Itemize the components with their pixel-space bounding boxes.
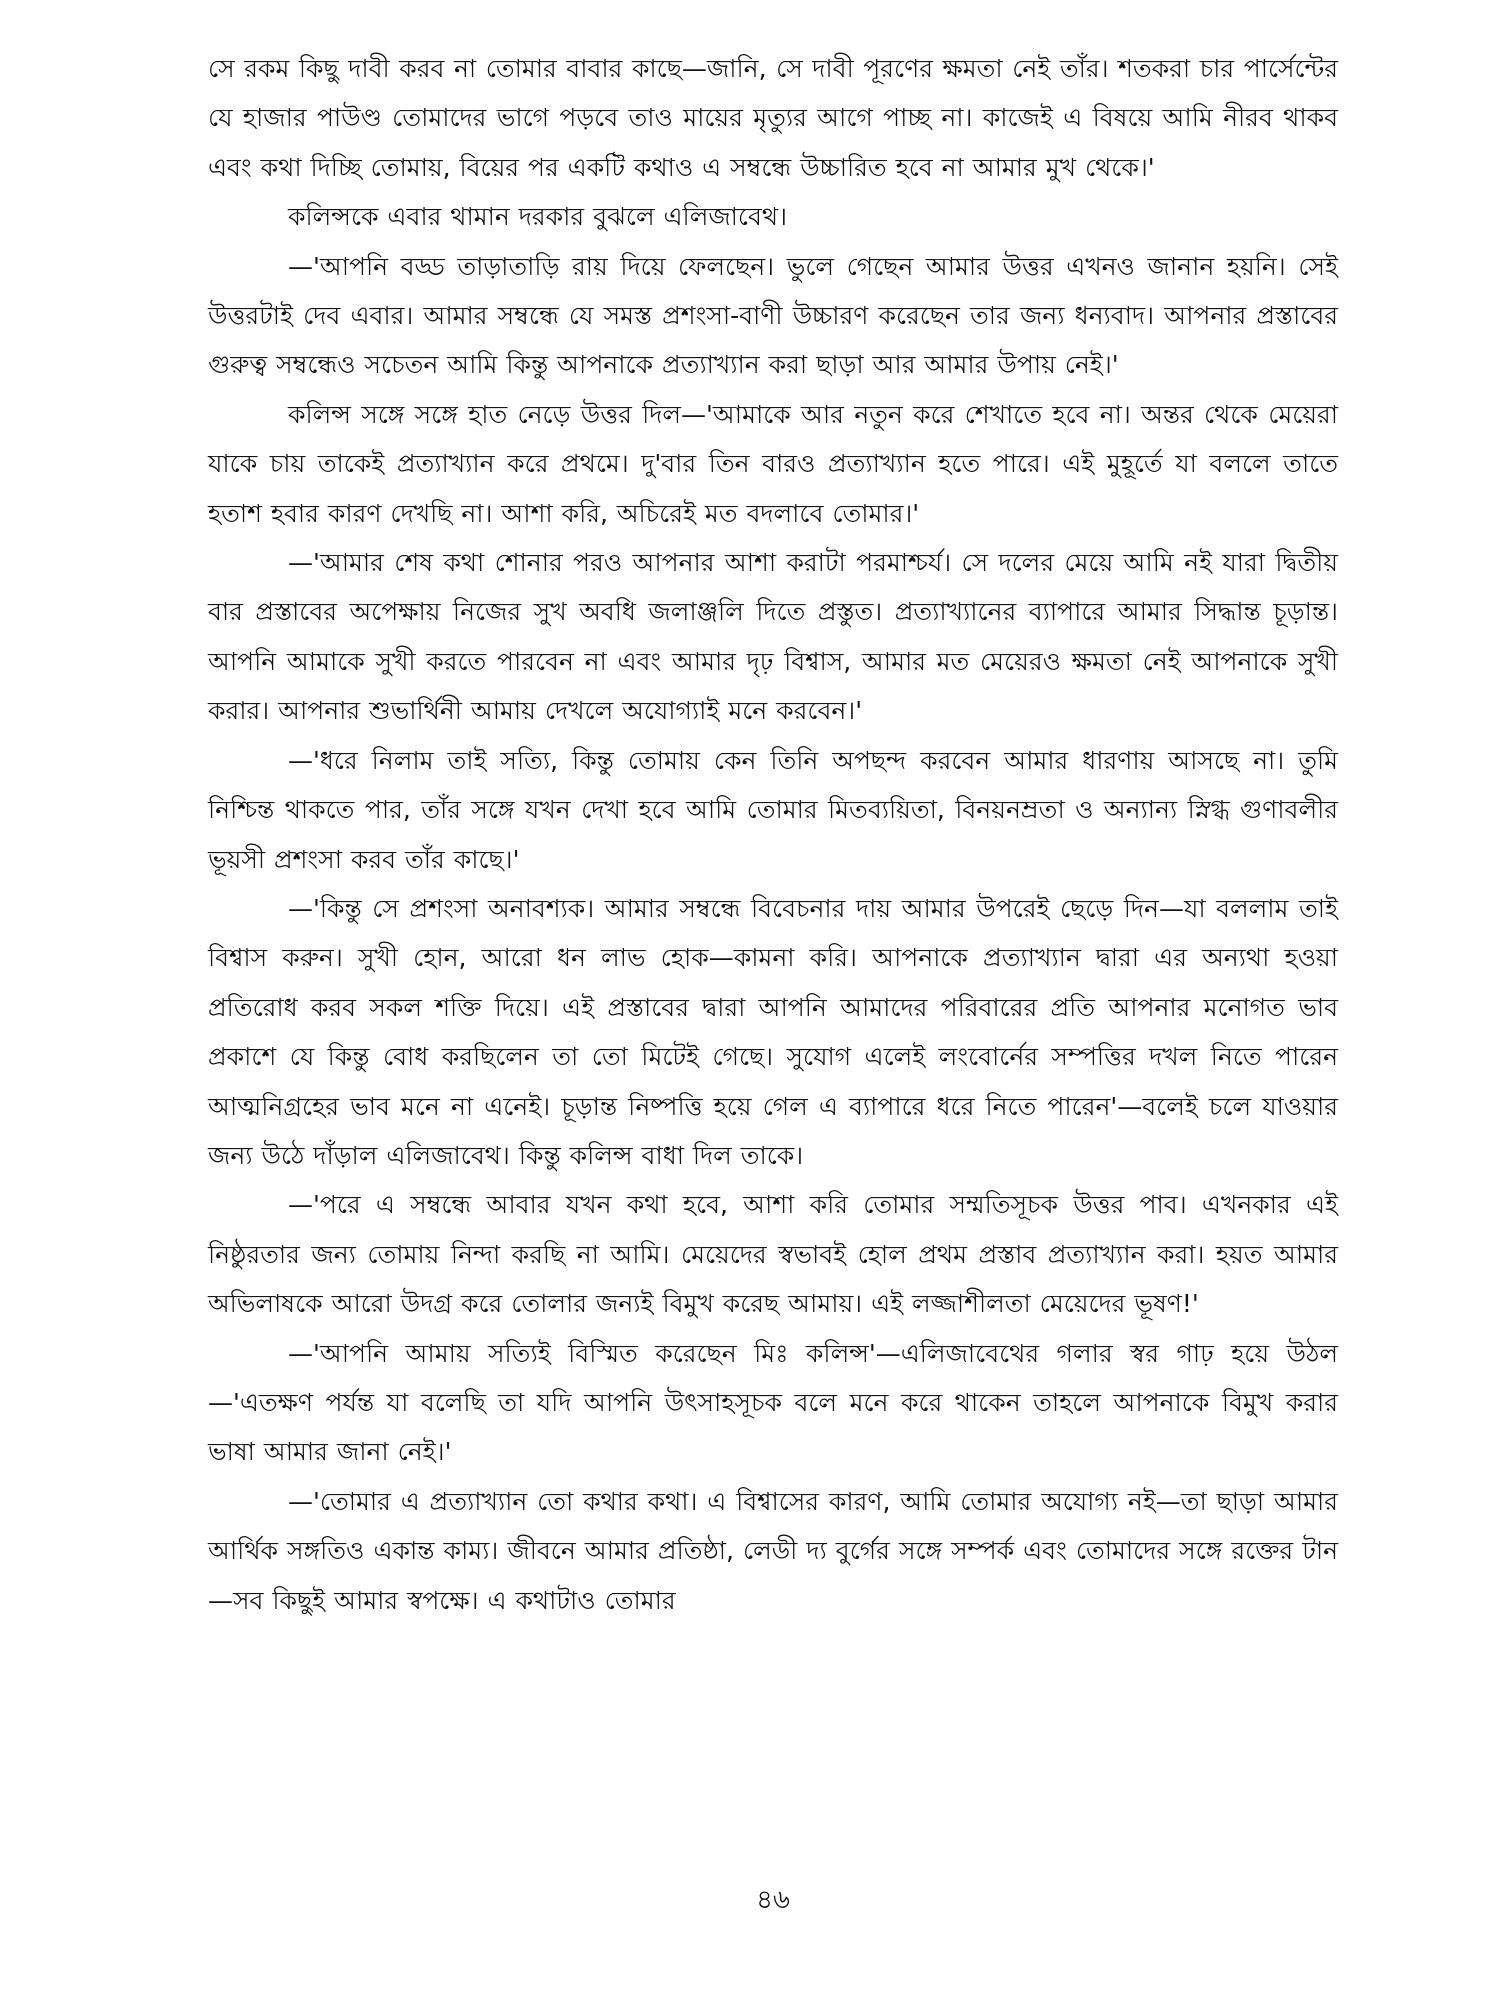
paragraph: —'আমার শেষ কথা শোনার পরও আপনার আশা করাটা পরমাশ্চর্য। সে দলের মেয়ে আমি নই যারা দ্বিতীয় বার প্রস্তাবের অপেক্ষায় নিজের সুখ অবধি জলাঞ্জলি দিতে প্রস্তুত। প্রত্যাখ্যানের ব্যাপারে আমার সিদ্ধান্ত চূড়ান্ত। আপনি আমাকে সুখী করতে পারবেন না এবং আমার দৃঢ় বিশ্বাস, আমার মত মেয়েরও ক্ষমতা নেই আপনাকে সুখী করার। আপনার শুভার্থিনী আমায় দেখলে অযোগ্যাই মনে করবেন।' [208,548,1338,726]
book-page [208,44,1338,1944]
paragraph: —'কিন্তু সে প্রশংসা অনাবশ্যক। আমার সম্বন্ধে বিবেচনার দায় আমার উপরেই ছেড়ে দিন—যা বললাম তাই বিশ্বাস করুন। সুখী হোন, আরো ধন লাভ হোক—কামনা করি। আপনাকে প্রত্যাখ্যান দ্বারা এর অন্যথা হওয়া প্রতিরোধ করব সকল শক্তি দিয়ে। এই প্রস্তাবের দ্বারা আপনি আমাদের পরিবারের প্রতি আপনার মনোগত ভাব প্রকাশে যে কিন্তু বোধ করছিলেন তা তো মিটেই গেছে। সুযোগ এলেই লংবোর্নের সম্পত্তির দখল নিতে পারেন আত্মনিগ্রহের ভাব মনে না এনেই। চূড়ান্ত নিষ্পত্তি হয়ে গেল এ ব্যাপারে ধরে নিতে পারেন'—বলেই চলে যাওয়ার জন্য উঠে দাঁড়াল এলিজাবেথ। কিন্তু কলিন্স বাধা দিল তাকে। [208,893,1338,1170]
paragraph: কলিন্স সঙ্গে সঙ্গে হাত নেড়ে উত্তর দিল—'আমাকে আর নতুন করে শেখাতে হবে না। অন্তর থেকে মেয়েরা যাকে চায় তাকেই প্রত্যাখ্যান করে প্রথমে। দু'বার তিন বারও প্রত্যাখ্যান হতে পারে। এই মুহূর্তে যা বললে তাতে হতাশ হবার কারণ দেখছি না। আশা করি, অচিরেই মত বদলাবে তোমার।' [208,399,1338,528]
body-text [208,44,1338,1625]
paragraph: —'আপনি আমায় সত্যিই বিস্মিত করেছেন মিঃ কলিন্স'—এলিজাবেথের গলার স্বর গাঢ় হয়ে উঠল—'এতক্ষণ পর্যন্ত যা বলেছি তা যদি আপনি উৎসাহসূচক বলে মনে করে থাকেন তাহলে আপনাকে বিমুখ করার ভাষা আমার জানা নেই।' [208,1338,1338,1467]
paragraph-continued: সে রকম কিছু দাবী করব না তোমার বাবার কাছে—জানি, সে দাবী পূরণের ক্ষমতা নেই তাঁর। শতকরা চার পার্সেন্টের যে হাজার পাউণ্ড তোমাদের ভাগে পড়বে তাও মায়ের মৃত্যুর আগে পাচ্ছ না। কাজেই এ বিষয়ে আমি নীরব থাকব এবং কথা দিচ্ছি তোমায়, বিয়ের পর একটি কথাও এ সম্বন্ধে উচ্চারিত হবে না আমার মুখ থেকে।' [208,54,1338,182]
page-number: ৪৬ [756,1885,790,1915]
paragraph: —'আপনি বড্ড তাড়াতাড়ি রায় দিয়ে ফেলছেন। ভুলে গেছেন আমার উত্তর এখনও জানান হয়নি। সেই উত্তরটাই দেব এবার। আমার সম্বন্ধে যে সমস্ত প্রশংসা-বাণী উচ্চারণ করেছেন তার জন্য ধন্যবাদ। আপনার প্রস্তাবের গুরুত্ব সম্বন্ধেও সচেতন আমি কিন্তু আপনাকে প্রত্যাখ্যান করা ছাড়া আর আমার উপায় নেই।' [208,251,1338,380]
paragraph: কলিন্সকে এবার থামান দরকার বুঝলে এলিজাবেথ। [288,202,788,232]
paragraph: —'তোমার এ প্রত্যাখ্যান তো কথার কথা। এ বিশ্বাসের কারণ, আমি তোমার অযোগ্য নই—তা ছাড়া আমার আর্থিক সঙ্গতিও একান্ত কাম্য। জীবনে আমার প্রতিষ্ঠা, লেডী দ্য বুর্গের সঙ্গে সম্পর্ক এবং তোমাদের সঙ্গে রক্তের টান—সব কিছুই আমার স্বপক্ষে। এ কথাটাও তোমার [208,1486,1338,1615]
paragraph: —'ধরে নিলাম তাই সত্যি, কিন্তু তোমায় কেন তিনি অপছন্দ করবেন আমার ধারণায় আসছে না। তুমি নিশ্চিন্ত থাকতে পার, তাঁর সঙ্গে যখন দেখা হবে আমি তোমার মিতব্যয়িতা, বিনয়নম্রতা ও অন্যান্য স্নিগ্ধ গুণাবলীর ভূয়সী প্রশংসা করব তাঁর কাছে।' [208,745,1338,874]
paragraph: —'পরে এ সম্বন্ধে আবার যখন কথা হবে, আশা করি তোমার সম্মতিসূচক উত্তর পাব। এখনকার এই নিষ্ঠুরতার জন্য তোমায় নিন্দা করছি না আমি। মেয়েদের স্বভাবই হোল প্রথম প্রস্তাব প্রত্যাখ্যান করা। হয়ত আমার অভিলাষকে আরো উদগ্র করে তোলার জন্যই বিমুখ করেছ আমায়। এই লজ্জাশীলতা মেয়েদের ভূষণ!' [208,1190,1338,1319]
